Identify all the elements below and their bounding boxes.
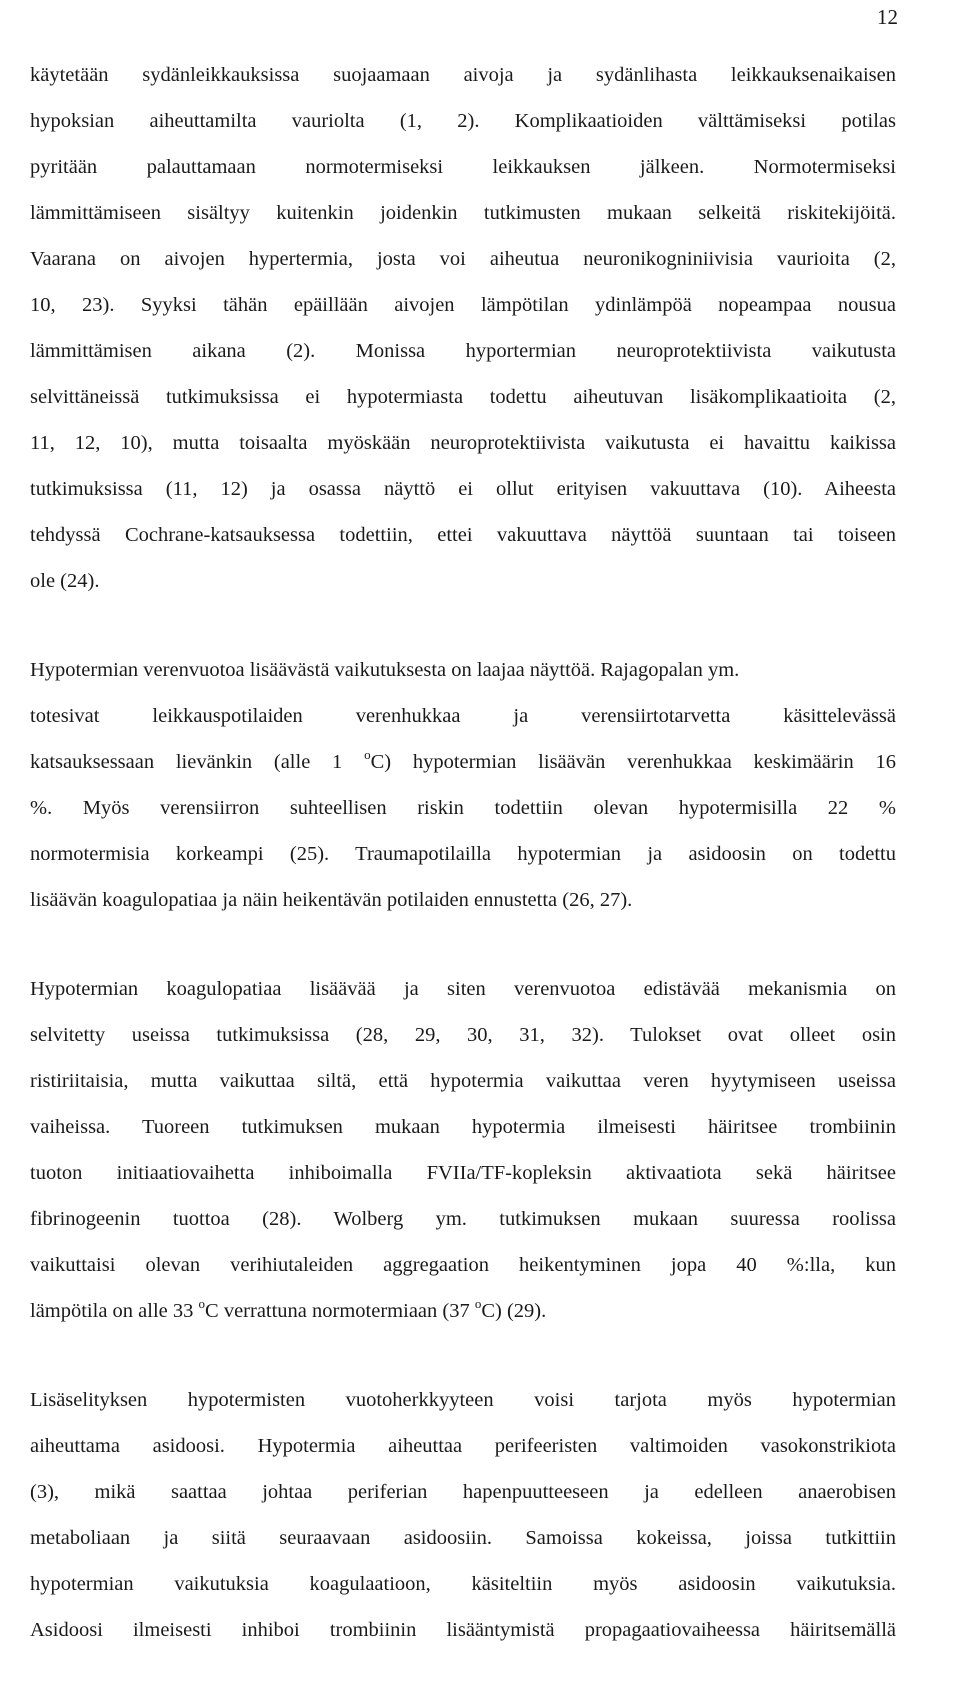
page-number: 12 <box>877 5 898 29</box>
text-line: Hypotermian koagulopatiaa lisäävää ja siten verenvuotoa edistävää mekanismia on <box>30 978 896 1000</box>
text-line: ristiriitaisia, mutta vaikuttaa siltä, että hypotermia vaikuttaa veren hyytymiseen useissa <box>30 1070 896 1092</box>
degree-superscript: o <box>364 747 371 762</box>
text-line: hypoksian aiheuttamilta vauriolta (1, 2). Komplikaatioiden välttämiseksi potilas <box>30 110 896 132</box>
text-line: hypotermian vaikutuksia koagulaatioon, käsiteltiin myös asidoosin vaikutuksia. <box>30 1573 896 1595</box>
text-line: normotermisia korkeampi (25). Traumapotilailla hypotermian ja asidoosin on todettu <box>30 843 896 865</box>
paragraph-2 <box>30 647 896 923</box>
text-line: tutkimuksissa (11, 12) ja osassa näyttö ei ollut erityisen vakuuttava (10). Aiheesta <box>30 478 896 500</box>
paragraph-1 <box>30 52 896 604</box>
text-line: tuoton initiaatiovaihetta inhiboimalla FVIIa/TF-kopleksin aktivaatiota sekä häiritsee <box>30 1162 896 1184</box>
text-line: Vaarana on aivojen hypertermia, josta voi aiheutua neuronikogniniivisia vaurioita (2, <box>30 248 896 270</box>
text-line: vaiheissa. Tuoreen tutkimuksen mukaan hypotermia ilmeisesti häiritsee trombiinin <box>30 1116 896 1138</box>
text-segment: lämpötila on alle 33 <box>30 1300 199 1322</box>
text-line: lämmittämisen aikana (2). Monissa hyportermian neuroprotektiivista vaikutusta <box>30 340 896 362</box>
text-line: lämmittämiseen sisältyy kuitenkin joidenkin tutkimusten mukaan selkeitä riskitekijöitä. <box>30 202 896 224</box>
degree-superscript: o <box>198 1296 206 1311</box>
text-line: 11, 12, 10), mutta toisaalta myöskään neuroprotektiivista vaikutusta ei havaittu kaikissa <box>30 432 896 454</box>
text-line: totesivat leikkauspotilaiden verenhukkaa ja verensiirtotarvetta käsittelevässä <box>30 705 896 727</box>
text-line: lisäävän koagulopatiaa ja näin heikentävän potilaiden ennustetta (26, 27). <box>30 889 633 911</box>
degree-superscript: o <box>474 1296 482 1311</box>
text-line: %. Myös verensiirron suhteellisen riskin todettiin olevan hypotermisilla 22 % <box>30 797 896 819</box>
text-line: fibrinogeenin tuottoa (28). Wolberg ym. tutkimuksen mukaan suuressa roolissa <box>30 1208 896 1230</box>
text-line: selvittäneissä tutkimuksissa ei hypotermiasta todettu aiheutuvan lisäkomplikaatioita (2, <box>30 386 896 408</box>
text-segment: katsauksessaan lievänkin (alle 1 <box>30 751 365 773</box>
text-line: 10, 23). Syyksi tähän epäillään aivojen lämpötilan ydinlämpöä nopeampaa nousua <box>30 294 896 316</box>
text-line: tehdyssä Cochrane-katsauksessa todettiin, ettei vakuuttava näyttöä suuntaan tai toiseen <box>30 524 896 546</box>
text-line: pyritään palauttamaan normotermiseksi leikkauksen jälkeen. Normotermiseksi <box>30 156 896 178</box>
text-line: ole (24). <box>30 570 100 592</box>
text-line: vaikuttaisi olevan verihiutaleiden aggregaation heikentyminen jopa 40 %:lla, kun <box>30 1254 896 1276</box>
text-line: selvitetty useissa tutkimuksissa (28, 29, 30, 31, 32). Tulokset ovat olleet osin <box>30 1024 896 1046</box>
paragraph-4 <box>30 1377 896 1653</box>
body-text <box>30 52 896 1696</box>
text-segment: C) (29). <box>481 1300 547 1322</box>
text-segment: C) hypotermian lisäävän verenhukkaa keskimäärin 16 <box>370 751 896 773</box>
text-line: Lisäselityksen hypotermisten vuotoherkkyyteen voisi tarjota myös hypotermian <box>30 1389 896 1411</box>
text-line: (3), mikä saattaa johtaa periferian hapenpuutteeseen ja edelleen anaerobisen <box>30 1481 896 1503</box>
text-line: metaboliaan ja siitä seuraavaan asidoosiin. Samoissa kokeissa, joissa tutkittiin <box>30 1527 896 1549</box>
text-line <box>30 1288 896 1334</box>
paragraph-3 <box>30 966 896 1334</box>
text-line: käytetään sydänleikkauksissa suojaamaan aivoja ja sydänlihasta leikkauksenaikaisen <box>30 64 896 86</box>
text-line: Hypotermian verenvuotoa lisäävästä vaikutuksesta on laajaa näyttöä. Rajagopalan ym. <box>30 659 740 681</box>
text-line <box>30 739 896 785</box>
text-segment: C verrattuna normotermiaan (37 <box>205 1300 475 1322</box>
text-line: aiheuttama asidoosi. Hypotermia aiheuttaa perifeeristen valtimoiden vasokonstrikiota <box>30 1435 896 1457</box>
text-line: Asidoosi ilmeisesti inhiboi trombiinin lisääntymistä propagaatiovaiheessa häiritsemällä <box>30 1619 896 1641</box>
